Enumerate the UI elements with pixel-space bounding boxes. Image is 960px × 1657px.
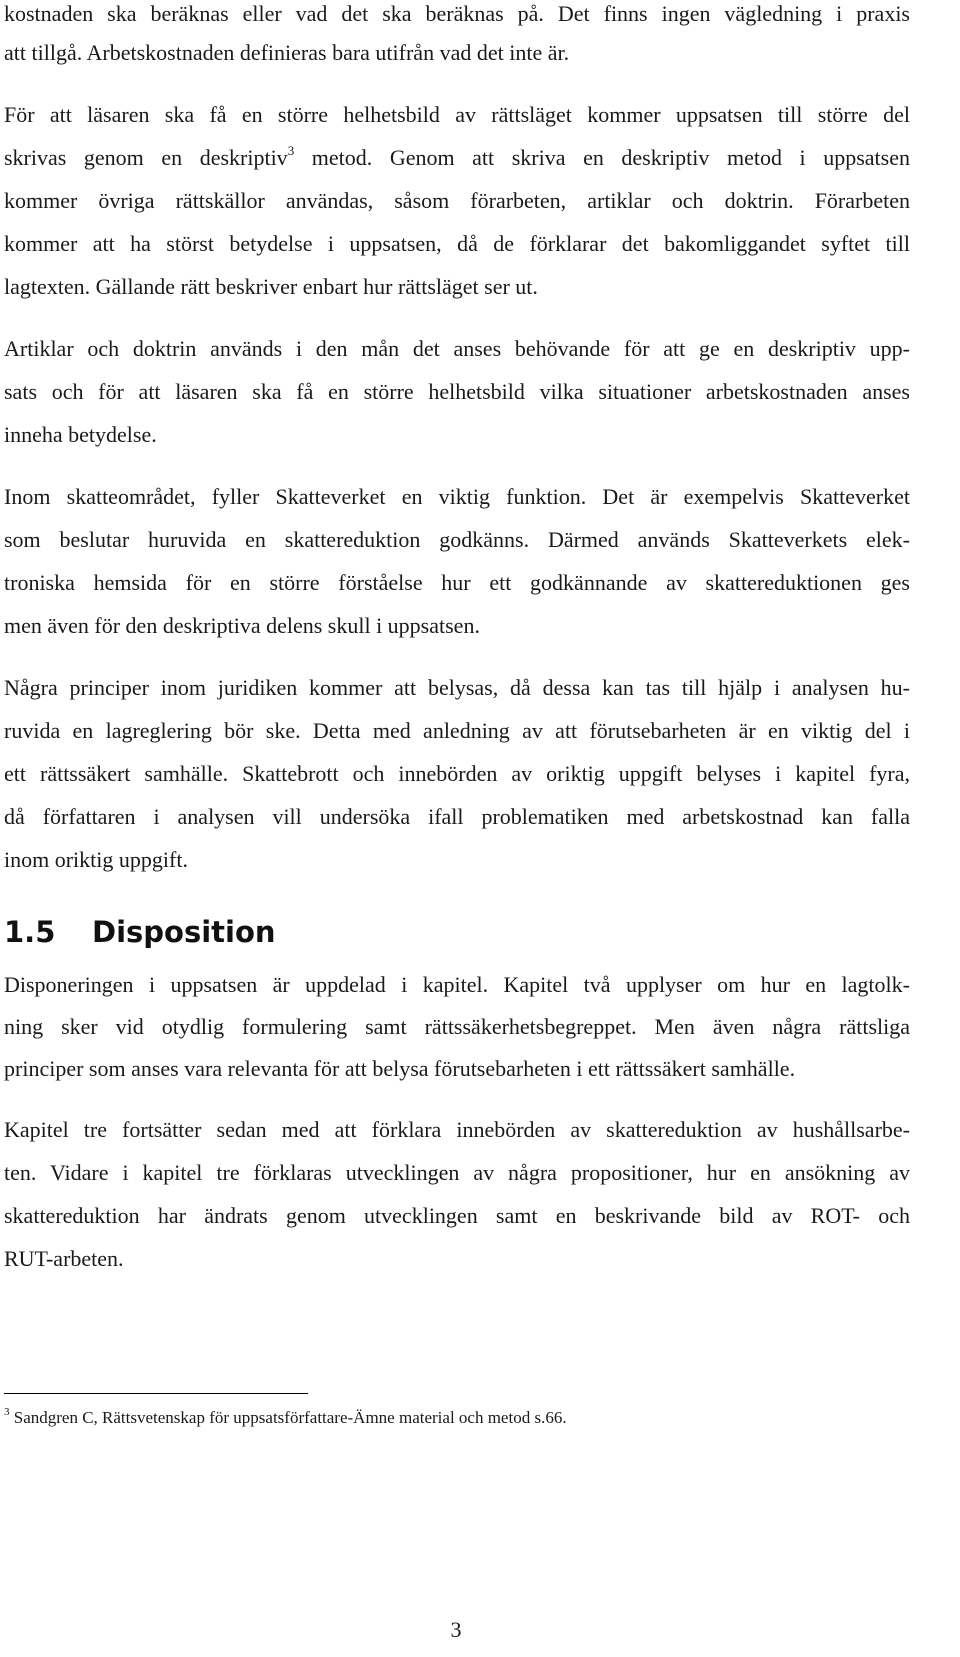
body-text-line: Några principer inom juridiken kommer att belysas, då dessa kan tas till hjälp i analysen hu-	[4, 675, 910, 700]
body-text-line: skattereduktion har ändrats genom utvecklingen samt en beskrivande bild av ROT- och	[4, 1203, 910, 1228]
body-text-line: ning sker vid otydlig formulering samt rättssäkerhetsbegreppet. Men även några rättsliga	[4, 1014, 910, 1039]
section-title: Disposition	[92, 915, 276, 949]
body-text-line: sats och för att läsaren ska få en större helhetsbild vilka situationer arbetskostnaden anses	[4, 379, 910, 404]
footnote	[4, 1406, 567, 1430]
body-text-line: ett rättssäkert samhälle. Skattebrott och innebörden av oriktig uppgift belyses i kapitel fyra,	[4, 761, 910, 786]
body-text-fragment: metod. Genom att skriva en deskriptiv metod i uppsatsen	[294, 145, 910, 170]
body-text-line: att tillgå. Arbetskostnaden definieras bara utifrån vad det inte är.	[4, 40, 570, 65]
section-number: 1.5	[4, 915, 56, 949]
body-text-fragment: skrivas genom en deskriptiv	[4, 145, 288, 170]
body-text-line: kommer att ha störst betydelse i uppsatsen, då de förklarar det bakomliggandet syftet till	[4, 231, 910, 256]
body-text-line: då författaren i analysen vill undersöka ifall problematiken med arbetskostnad kan falla	[4, 804, 910, 829]
body-text-line: lagtexten. Gällande rätt beskriver enbart hur rättsläget ser ut.	[4, 274, 538, 299]
footnote-separator	[4, 1393, 308, 1394]
body-text-line: Artiklar och doktrin används i den mån det anses behövande för att ge en deskriptiv upp-	[4, 336, 910, 361]
body-text-line: För att läsaren ska få en större helhetsbild av rättsläget kommer uppsatsen till större del	[4, 102, 910, 127]
body-text-line: inom oriktig uppgift.	[4, 847, 188, 872]
footnote-marker: 3	[4, 1406, 10, 1419]
body-text-line: kostnaden ska beräknas eller vad det ska beräknas på. Det finns ingen vägledning i praxis	[4, 1, 910, 26]
body-text-line: Inom skatteområdet, fyller Skatteverket en viktig funktion. Det är exempelvis Skatteverket	[4, 484, 910, 509]
footnote-reference: 3	[287, 142, 295, 158]
body-text-line: ruvida en lagreglering bör ske. Detta med anledning av att förutsebarheten är en viktig del i	[4, 718, 910, 743]
body-text-line: kommer övriga rättskällor användas, såsom förarbeten, artiklar och doktrin. Förarbeten	[4, 188, 910, 213]
section-heading	[4, 912, 276, 952]
body-text-line: principer som anses vara relevanta för att belysa förutsebarheten i ett rättssäkert samhälle.	[4, 1056, 796, 1081]
body-text-line: troniska hemsida för en större förståelse hur ett godkännande av skattereduktionen ges	[4, 570, 910, 595]
body-text-line: inneha betydelse.	[4, 422, 157, 447]
footnote-text: Sandgren C, Rättsvetenskap för uppsatsförfattare-Ämne material och metod s.66.	[9, 1408, 567, 1427]
body-text-line: men även för den deskriptiva delens skull i uppsatsen.	[4, 613, 480, 638]
body-text-line: ten. Vidare i kapitel tre förklaras utvecklingen av några propositioner, hur en ansökning av	[4, 1160, 910, 1185]
page-number: 3	[450, 1617, 462, 1642]
body-text-line: Disponeringen i uppsatsen är uppdelad i kapitel. Kapitel två upplyser om hur en lagtolk-	[4, 972, 910, 997]
body-text-line	[4, 143, 910, 173]
body-text-line: som beslutar huruvida en skattereduktion godkänns. Därmed används Skatteverkets elek-	[4, 527, 910, 552]
body-text-line: RUT-arbeten.	[4, 1246, 124, 1271]
body-text-line: Kapitel tre fortsätter sedan med att förklara innebörden av skattereduktion av hushållsarbe-	[4, 1117, 910, 1142]
